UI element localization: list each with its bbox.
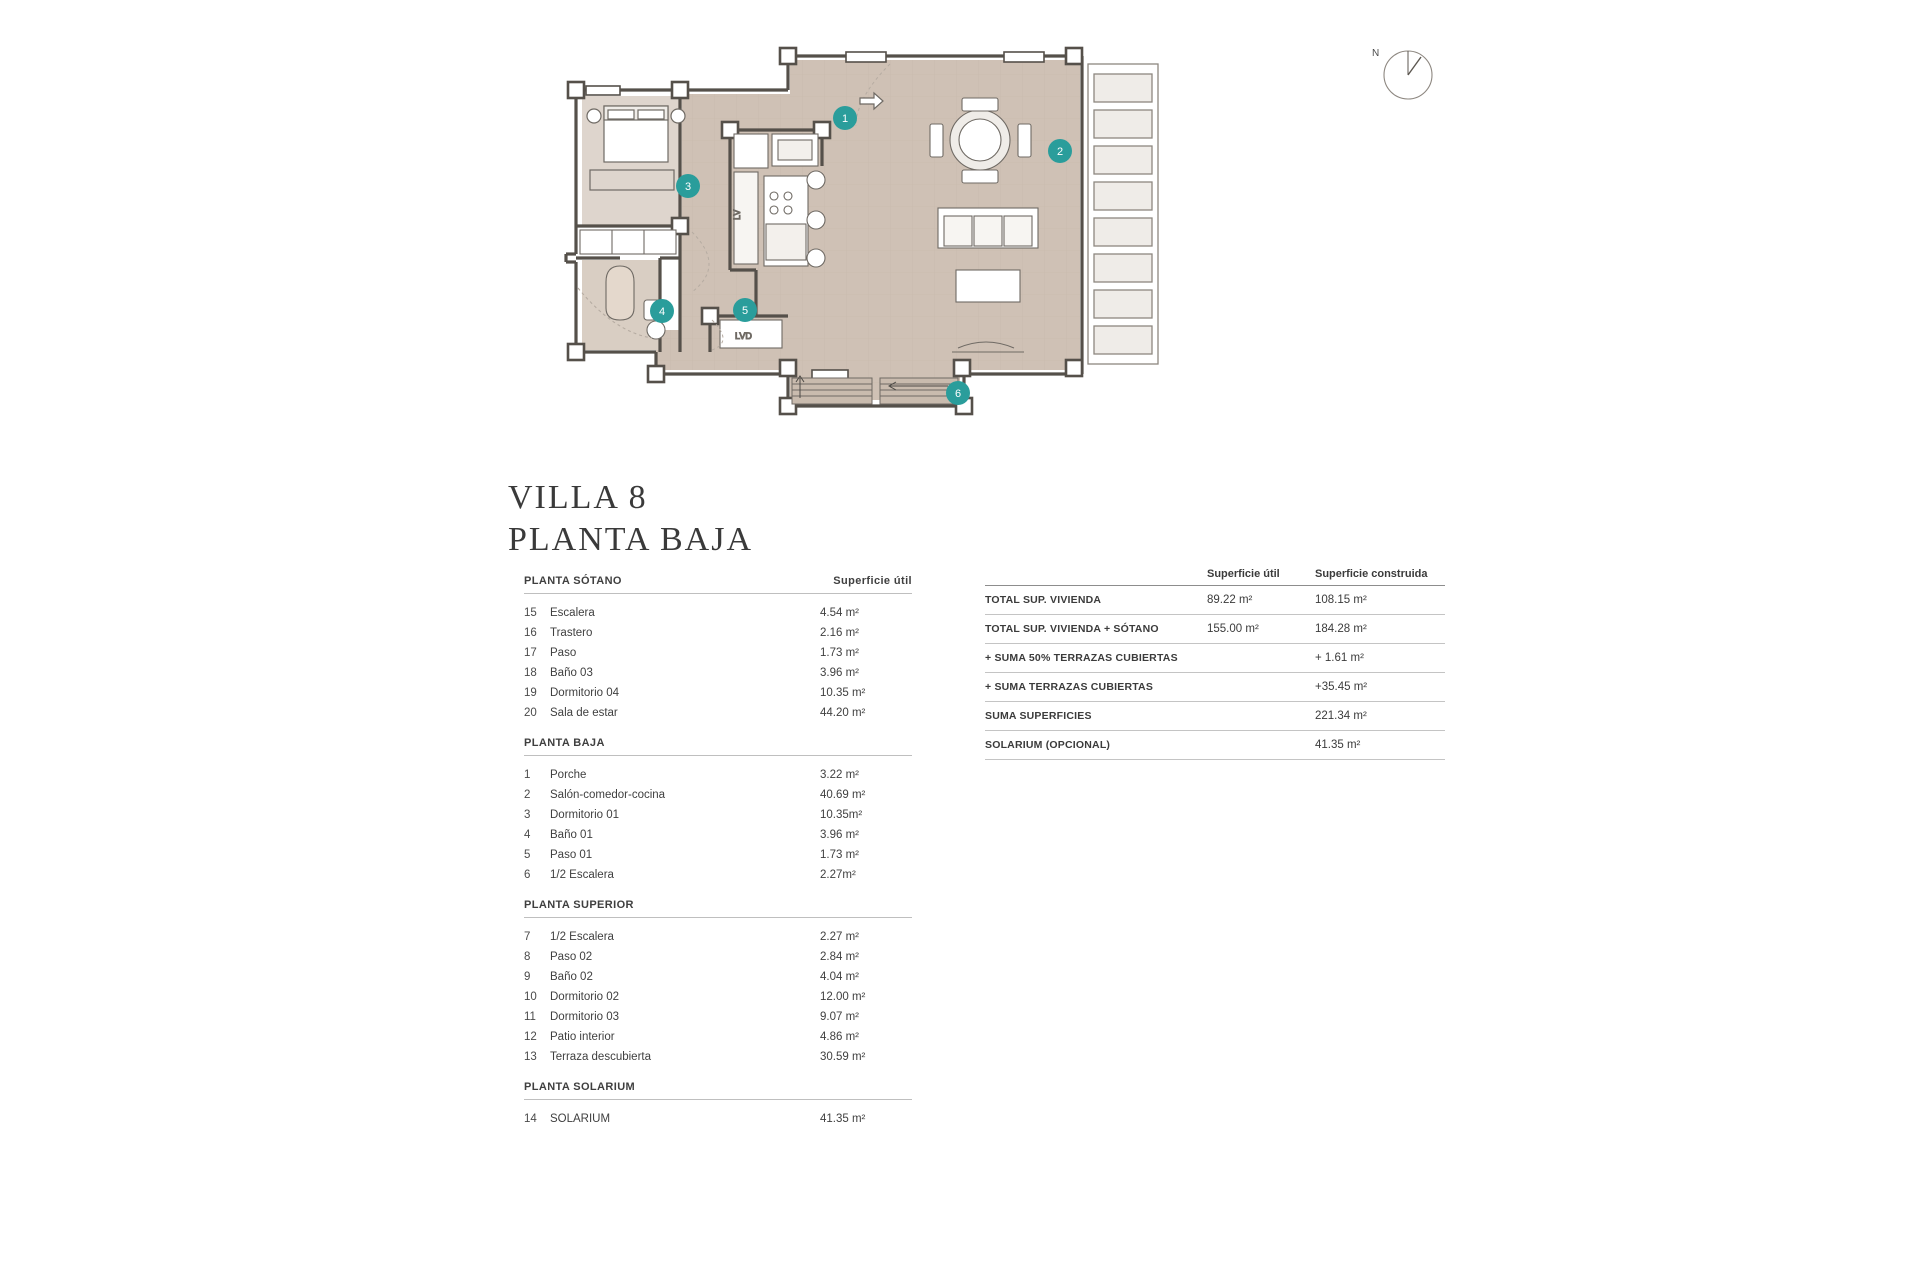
table-row <box>524 967 912 987</box>
row-name: Dormitorio 02 <box>550 991 620 1003</box>
lvd-closet <box>720 320 782 348</box>
row-name: Paso 02 <box>550 951 593 963</box>
totals-row <box>985 585 1445 614</box>
row-area: 10.35m² <box>820 809 863 821</box>
row-name: Trastero <box>550 627 593 639</box>
row-number: 11 <box>524 1011 536 1023</box>
table-row <box>524 987 912 1007</box>
row-number: 17 <box>524 647 537 659</box>
table-row <box>524 623 912 643</box>
row-name: Dormitorio 01 <box>550 809 620 821</box>
table-row <box>524 845 912 865</box>
table-row <box>524 825 912 845</box>
row-area: 1.73 m² <box>820 849 859 861</box>
row-area: 4.86 m² <box>820 1031 859 1043</box>
row-area: 41.35 m² <box>820 1113 866 1125</box>
row-name: Salón-comedor-cocina <box>550 789 666 801</box>
wardrobe <box>580 230 676 254</box>
section-header-baja <box>524 737 912 756</box>
row-area: 30.59 m² <box>820 1051 866 1063</box>
row-name: Sala de estar <box>550 707 618 719</box>
totals-row-construida: 184.28 m² <box>1315 623 1367 635</box>
row-area: 3.96 m² <box>820 829 859 841</box>
totals-bottom-rule <box>985 759 1445 760</box>
section-title: PLANTA SUPERIOR <box>524 899 634 911</box>
table-row <box>524 683 912 703</box>
table-row <box>524 1109 912 1129</box>
table-row <box>524 643 912 663</box>
row-name: Terraza descubierta <box>550 1051 651 1063</box>
totals-row-label: + SUMA 50% TERRAZAS CUBIERTAS <box>985 652 1178 664</box>
svg-text:4: 4 <box>658 306 666 318</box>
row-number: 7 <box>524 931 531 943</box>
title-villa: VILLA 8 <box>508 479 648 516</box>
row-name: Patio interior <box>550 1031 615 1043</box>
row-area: 12.00 m² <box>820 991 866 1003</box>
row-name: Baño 01 <box>550 829 593 841</box>
table-row <box>524 765 912 785</box>
row-area: 3.22 m² <box>820 769 859 781</box>
row-area: 9.07 m² <box>820 1011 859 1023</box>
lv-label: LV <box>732 209 742 220</box>
svg-text:2: 2 <box>1056 146 1064 158</box>
row-name: Paso <box>550 647 577 659</box>
row-name: Baño 03 <box>550 667 593 679</box>
row-number: 9 <box>524 971 531 983</box>
svg-text:6: 6 <box>954 388 962 400</box>
row-area: 2.27 m² <box>820 931 859 943</box>
row-area: 1.73 m² <box>820 647 859 659</box>
totals-header-col2: Superficie construida <box>1315 568 1428 580</box>
totals-row <box>985 672 1445 701</box>
table-row <box>524 947 912 967</box>
row-name: 1/2 Escalera <box>550 869 614 881</box>
svg-text:1: 1 <box>841 113 849 125</box>
table-row <box>524 865 912 885</box>
totals-row-construida: 41.35 m² <box>1315 739 1361 751</box>
table-row <box>524 1007 912 1027</box>
totals-row <box>985 730 1445 759</box>
table-row <box>524 703 912 723</box>
title-floor: PLANTA BAJA <box>508 521 754 558</box>
row-area: 44.20 m² <box>820 707 866 719</box>
row-name: Dormitorio 03 <box>550 1011 620 1023</box>
row-number: 10 <box>524 991 537 1003</box>
totals-row <box>985 643 1445 672</box>
table-row <box>524 1027 912 1047</box>
row-area: 2.16 m² <box>820 627 859 639</box>
room-schedule <box>524 575 912 1129</box>
totals-row-label: TOTAL SUP. VIVIENDA + SÓTANO <box>985 623 1159 635</box>
row-area: 4.04 m² <box>820 971 859 983</box>
sofa <box>938 208 1038 248</box>
compass-label: N <box>1372 48 1380 59</box>
row-number: 20 <box>524 707 537 719</box>
totals-row <box>985 701 1445 730</box>
totals-row-util: 89.22 m² <box>1207 594 1253 606</box>
section-header-sotano <box>524 575 912 594</box>
totals-row-label: TOTAL SUP. VIVIENDA <box>985 594 1102 606</box>
totals-row-construida: + 1.61 m² <box>1315 652 1364 664</box>
totals-row-util: 155.00 m² <box>1207 623 1259 635</box>
row-number: 5 <box>524 849 531 861</box>
north-compass <box>1360 40 1450 110</box>
floor-plan <box>560 30 1460 480</box>
row-number: 4 <box>524 829 531 841</box>
totals-table <box>985 568 1445 760</box>
row-name: Porche <box>550 769 587 781</box>
totals-row-construida: 221.34 m² <box>1315 710 1367 722</box>
totals-header <box>985 568 1445 585</box>
row-area: 3.96 m² <box>820 667 859 679</box>
section-title: PLANTA SÓTANO <box>524 575 622 587</box>
row-number: 13 <box>524 1051 537 1063</box>
row-name: 1/2 Escalera <box>550 931 614 943</box>
row-number: 19 <box>524 687 537 699</box>
lvd-label: LVD <box>735 331 752 341</box>
svg-text:5: 5 <box>741 305 749 317</box>
totals-header-col1: Superficie útil <box>1207 568 1280 580</box>
table-row <box>524 785 912 805</box>
table-row <box>524 1047 912 1067</box>
row-name: Paso 01 <box>550 849 593 861</box>
row-name: Escalera <box>550 607 595 619</box>
row-number: 1 <box>524 769 531 781</box>
row-number: 16 <box>524 627 537 639</box>
totals-header-label <box>985 568 1207 580</box>
section-title: PLANTA BAJA <box>524 737 605 749</box>
table-row <box>524 603 912 623</box>
table-row <box>524 927 912 947</box>
row-name: SOLARIUM <box>550 1113 611 1125</box>
section-subheading: Superficie útil <box>833 575 912 587</box>
section-title: PLANTA SOLARIUM <box>524 1081 636 1093</box>
row-number: 18 <box>524 667 537 679</box>
row-area: 10.35 m² <box>820 687 866 699</box>
row-area: 2.27m² <box>820 869 856 881</box>
row-number: 15 <box>524 607 537 619</box>
row-number: 8 <box>524 951 531 963</box>
section-header-solarium <box>524 1081 912 1100</box>
totals-row-construida: 108.15 m² <box>1315 594 1367 606</box>
totals-row-label: + SUMA TERRAZAS CUBIERTAS <box>985 681 1154 693</box>
exterior-terrace <box>1088 64 1158 364</box>
totals-row-label: SUMA SUPERFICIES <box>985 710 1092 722</box>
row-number: 14 <box>524 1113 537 1125</box>
page-title <box>508 477 753 561</box>
totals-row <box>985 614 1445 643</box>
row-area: 2.84 m² <box>820 951 859 963</box>
section-header-superior <box>524 899 912 918</box>
table-row <box>524 805 912 825</box>
totals-row-construida: +35.45 m² <box>1315 681 1368 693</box>
row-name: Dormitorio 04 <box>550 687 620 699</box>
row-number: 3 <box>524 809 531 821</box>
row-area: 4.54 m² <box>820 607 859 619</box>
row-name: Baño 02 <box>550 971 593 983</box>
svg-text:3: 3 <box>684 181 692 193</box>
table-row <box>524 663 912 683</box>
row-area: 40.69 m² <box>820 789 866 801</box>
row-number: 6 <box>524 869 531 881</box>
row-number: 2 <box>524 789 531 801</box>
row-number: 12 <box>524 1031 537 1043</box>
totals-row-label: SOLARIUM (OPCIONAL) <box>985 739 1111 751</box>
